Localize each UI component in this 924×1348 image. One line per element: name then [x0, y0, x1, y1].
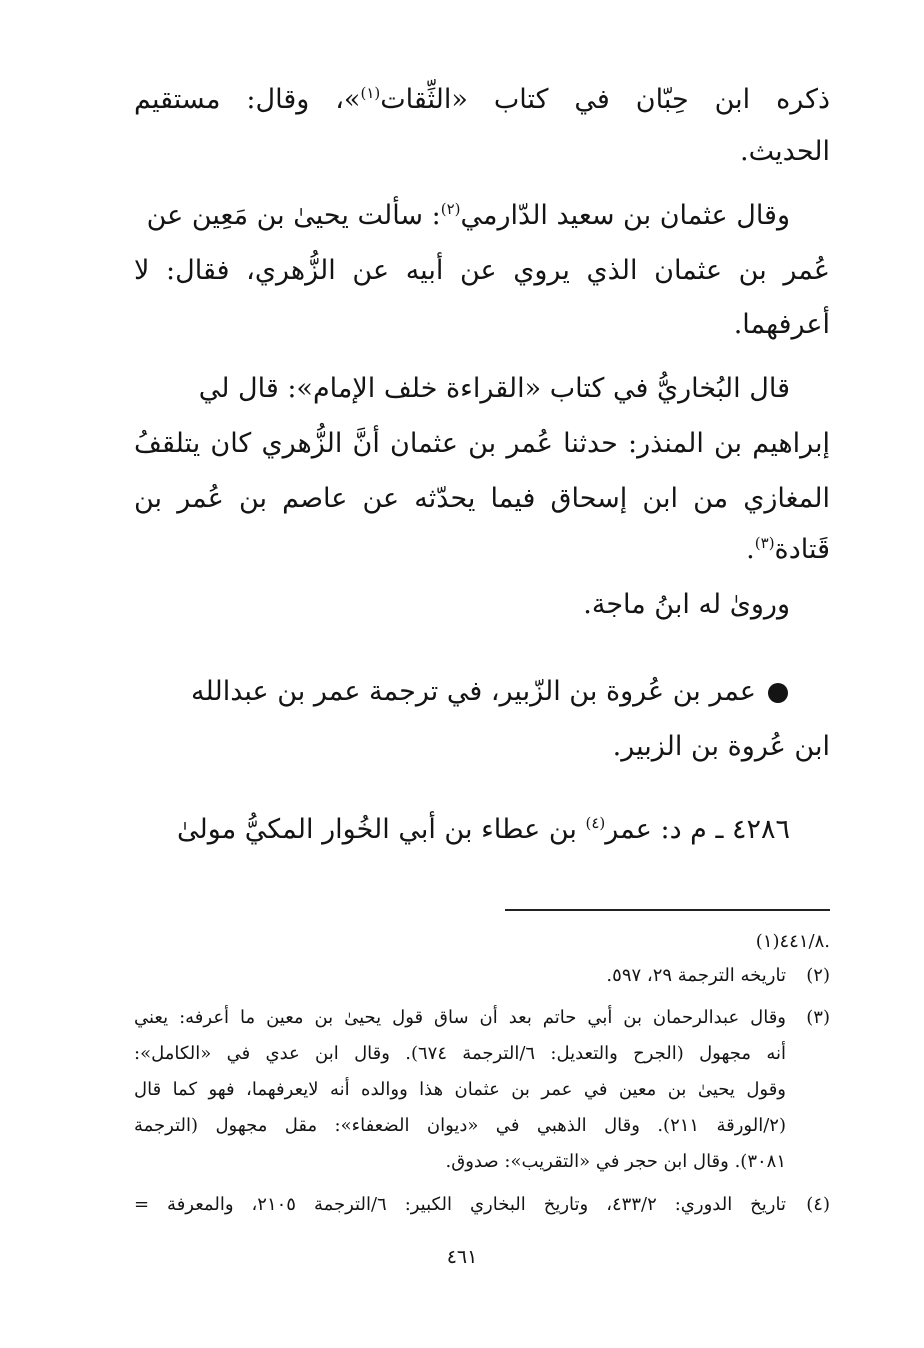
text-line: أعرفهما. — [733, 309, 830, 340]
footnote-marker[interactable]: (٣) — [754, 534, 775, 552]
bullet-icon — [768, 683, 788, 703]
footnote-marker[interactable]: (٤) — [585, 814, 606, 832]
footnote-1: (١)٤٤١/٨. — [755, 931, 830, 952]
footnote-marker[interactable]: (١) — [360, 84, 381, 102]
footnote-marker[interactable]: (٢) — [440, 200, 461, 218]
text-line: قال البُخاريُّ في كتاب «القراءة خلف الإمام»: قال لي — [198, 373, 790, 404]
footnote-3-line-5: ٣٠٨١). وقال ابن حجر في «التقريب»: صدوق. — [445, 1151, 786, 1172]
text-line: وقال عثمان بن سعيد الدّارمي$^{(٢)}$: سألت يحيىٰ بن مَعِين عن — [146, 200, 790, 231]
text-line: ذكره ابن حِبّان في كتاب «الثِّقات$^{(١)}$»، وقال: مستقيم — [134, 84, 830, 115]
text-line: ٤٢٨٦ ـ م د: عمر$^{(٤)}$ بن عطاء بن أبي الخُوار المكيُّ مولىٰ — [177, 814, 790, 845]
footnote-3-line-3: وقول يحيىٰ بن معين في عمر بن عثمان هذا ووالده أنه لايعرفهما، فهو كما قال — [134, 1079, 786, 1100]
text-line: الحديث. — [740, 136, 830, 167]
footnote-3-line-1: (٣)وقال عبدالرحمان بن أبي حاتم بعد أن ساق قول يحيىٰ بن معين ما أعرفه: يعني — [134, 1007, 830, 1028]
text-line: ابن عُروة بن الزبير. — [612, 731, 830, 762]
text-line: عمر بن عُروة بن الزّبير، في ترجمة عمر بن عبدالله — [134, 672, 830, 712]
footnote-4: (٤)تاريخ الدوري: ٤٣٣/٢، وتاريخ البخاري الكبير: ٦/الترجمة ٢١٠٥، والمعرفة = — [134, 1194, 830, 1215]
footnote-3-line-4: (٢/الورقة ٢١١). وقال الذهبي في «ديوان الضعفاء»: مقل مجهول (الترجمة — [134, 1115, 786, 1136]
footnote-3-line-2: أنه مجهول (الجرح والتعديل: ٦/الترجمة ٦٧٤). وقال ابن عدي في «الكامل»: — [134, 1043, 786, 1064]
page-number: ٤٦١ — [446, 1246, 478, 1268]
footnote-2: (٢)تاريخه الترجمة ٢٩، ٥٩٧. — [606, 965, 830, 986]
footnote-divider — [505, 909, 830, 911]
text-line: قَتادة$^{(٣)}$. — [746, 534, 830, 565]
text-line: المغازي من ابن إسحاق فيما يحدّثه عن عاصم بن عُمر بن — [134, 483, 830, 514]
text-line: عُمر بن عثمان الذي يروي عن أبيه عن الزُّهري، فقال: لا — [134, 255, 830, 286]
text-line: وروىٰ له ابنُ ماجة. — [583, 589, 790, 620]
text-line: إبراهيم بن المنذر: حدثنا عُمر بن عثمان أنَّ الزُّهري كان يتلقفُ — [134, 428, 830, 459]
